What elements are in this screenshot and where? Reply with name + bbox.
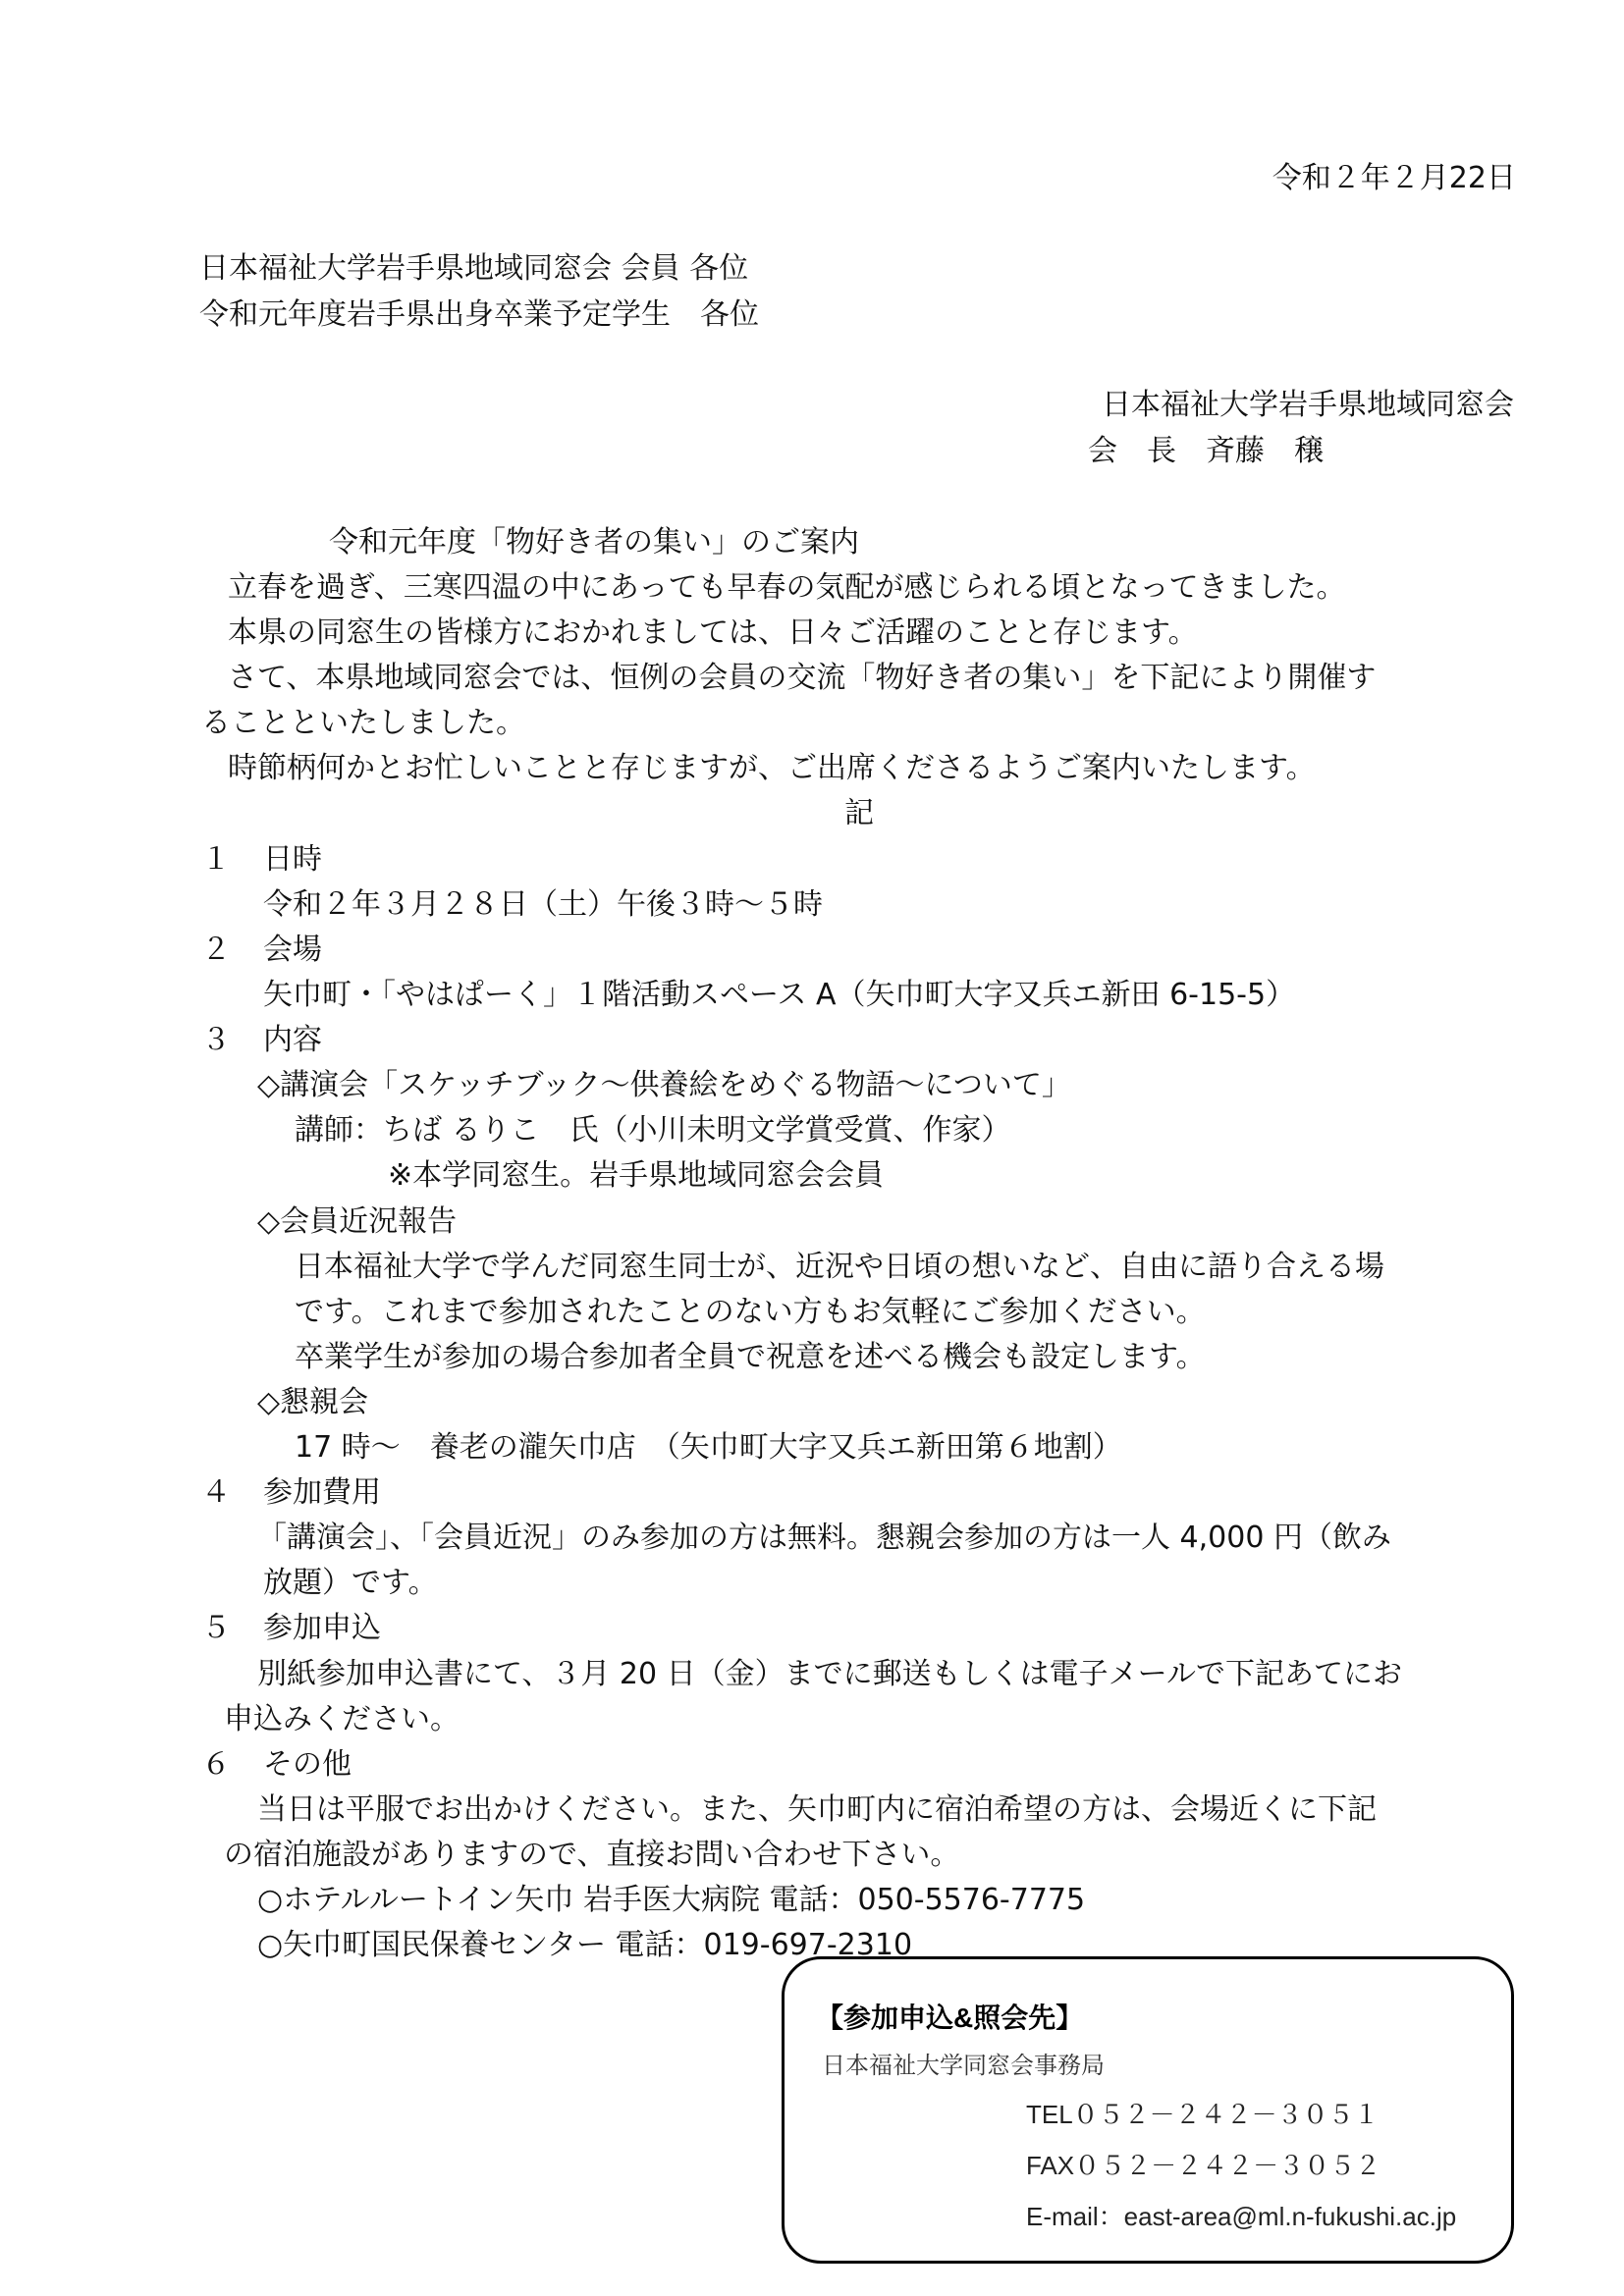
item-6-line-2: の宿泊施設がありますので、直接お問い合わせ下さい。 bbox=[224, 1838, 960, 1872]
party-title: ◇懇親会 bbox=[257, 1385, 369, 1419]
lodging-2: ○矢巾町国民保養センター 電話：019-697-2310 bbox=[257, 1928, 913, 1962]
item-1-heading: 日時 bbox=[263, 842, 322, 877]
contact-email: E-mail：east-area@ml.n-fukushi.ac.jp bbox=[1026, 2202, 1457, 2231]
document-title: 令和元年度「物好き者の集い」のご案内 bbox=[329, 525, 859, 560]
lecture-title: ◇講演会「スケッチブック～供養絵をめぐる物語～について」 bbox=[257, 1068, 1071, 1102]
lecturer-note: ※本学同窓生。岩手県地域同窓会会員 bbox=[388, 1158, 885, 1193]
sender-organization: 日本福祉大学岩手県地域同窓会 bbox=[1102, 388, 1514, 422]
document-date: 令和２年２月22日 bbox=[1272, 161, 1516, 195]
item-4-line-2: 放題）です。 bbox=[263, 1566, 438, 1600]
item-5-heading: 参加申込 bbox=[263, 1611, 381, 1645]
recipient-line-2: 令和元年度岩手県出身卒業予定学生 各位 bbox=[199, 297, 759, 332]
lecturer-line: 講師：ちば るりこ 氏（小川未明文学賞受賞、作家） bbox=[295, 1113, 1011, 1148]
item-2-number: ２ bbox=[201, 933, 231, 967]
item-1-body: 令和２年３月２８日（土）午後３時～５時 bbox=[263, 887, 823, 922]
contact-box bbox=[782, 1956, 1514, 2264]
contact-office: 日本福祉大学同窓会事務局 bbox=[822, 2053, 1105, 2079]
item-6-heading: その他 bbox=[263, 1747, 352, 1782]
item-5-number: ５ bbox=[201, 1611, 231, 1645]
intro-line-5: 時節柄何かとお忙しいことと存じますが、ご出席くださるようご案内いたします。 bbox=[228, 751, 1316, 785]
contact-tel: TEL０５２－２４２－３０５１ bbox=[1026, 2100, 1380, 2129]
item-6-number: ６ bbox=[201, 1747, 231, 1782]
item-4-line-1: 「講演会」、「会員近況」のみ参加の方は無料。懇親会参加の方は一人 4,000 円（飲み bbox=[257, 1521, 1391, 1555]
item-3-number: ３ bbox=[201, 1023, 231, 1057]
sender-name: 会 長 斉藤 穣 bbox=[1088, 434, 1324, 468]
report-line-2: です。これまで参加されたことのない方もお気軽にご参加ください。 bbox=[295, 1295, 1206, 1329]
contact-fax: FAX０５２－２４２－３０５２ bbox=[1026, 2151, 1381, 2180]
intro-line-2: 本県の同窓生の皆様方におかれましては、日々ご活躍のことと存じます。 bbox=[228, 615, 1198, 650]
report-line-3: 卒業学生が参加の場合参加者全員で祝意を述べる機会も設定します。 bbox=[295, 1340, 1206, 1374]
party-detail: 17 時～ 養老の瀧矢巾店 （矢巾町大字又兵エ新田第６地割） bbox=[295, 1430, 1122, 1465]
report-title: ◇会員近況報告 bbox=[257, 1204, 458, 1239]
intro-line-4: ることといたしました。 bbox=[201, 706, 525, 740]
item-1-number: １ bbox=[201, 842, 231, 877]
item-4-number: ４ bbox=[201, 1475, 231, 1510]
item-2-body: 矢巾町・「やはぱーく」１階活動スペース A（矢巾町大字又兵エ新田 6-15-5） bbox=[263, 978, 1296, 1012]
intro-line-1: 立春を過ぎ、三寒四温の中にあっても早春の気配が感じられる頃となってきました。 bbox=[228, 570, 1346, 605]
item-5-line-2: 申込みください。 bbox=[224, 1702, 460, 1736]
item-6-line-1: 当日は平服でお出かけください。また、矢巾町内に宿泊希望の方は、会場近くに下記 bbox=[257, 1792, 1377, 1827]
recipient-line-1: 日本福祉大学岩手県地域同窓会 会員 各位 bbox=[199, 251, 749, 286]
item-5-line-1: 別紙参加申込書にて、３月 20 日（金）までに郵送もしくは電子メールで下記あてにお bbox=[257, 1657, 1403, 1691]
item-4-heading: 参加費用 bbox=[263, 1475, 381, 1510]
item-2-heading: 会場 bbox=[263, 933, 322, 967]
ki-heading: 記 bbox=[844, 796, 874, 830]
intro-line-3: さて、本県地域同窓会では、恒例の会員の交流「物好き者の集い」を下記により開催す bbox=[228, 661, 1377, 695]
contact-title: 【参加申込&照会先】 bbox=[816, 2002, 1084, 2033]
lodging-1: ○ホテルルートイン矢巾 岩手医大病院 電話：050-5576-7775 bbox=[257, 1883, 1086, 1917]
item-3-heading: 内容 bbox=[263, 1023, 322, 1057]
report-line-1: 日本福祉大学で学んだ同窓生同士が、近況や日頃の想いなど、自由に語り合える場 bbox=[295, 1250, 1384, 1284]
